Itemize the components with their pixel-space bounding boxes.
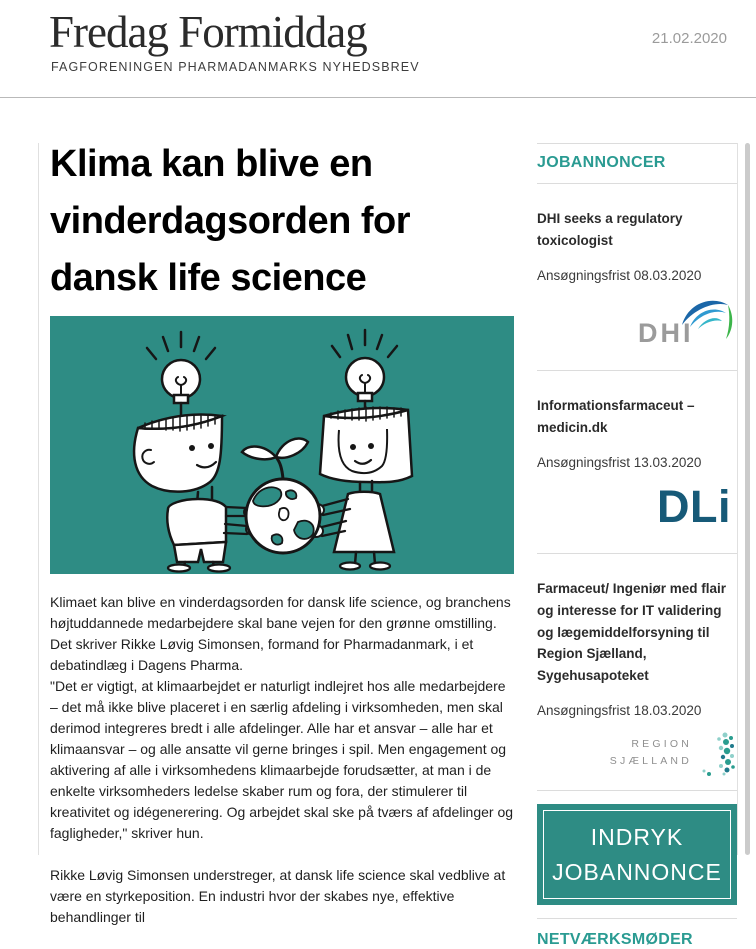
content-right-border [737,143,738,855]
region-dots-icon [699,730,735,776]
dhi-logo-text: DHI [638,318,694,349]
article-headline[interactable]: Klima kan blive en vinderdagsorden for dansk life science [50,143,410,299]
region-logo-text-line2: SJÆLLAND [609,755,692,768]
divider [537,918,737,919]
dli-logo[interactable] [537,480,735,539]
dhi-logo[interactable] [537,293,735,356]
job-title-link[interactable]: Informationsfarmaceut – medicin.dk [537,398,695,435]
sidebar-jobs [537,143,737,949]
main-article [50,136,514,928]
article-body [50,592,514,928]
sidebar-heading-netvaerksmoeder[interactable]: NETVÆRKSMØDER [537,931,693,949]
region-sjaelland-logo[interactable] [537,728,735,776]
article-paragraph: Klimaet kan blive en vinderdagsorden for dansk life science, og branchens højtuddannede medarbejdere skal bane vejen for den grønne omstilling. Det skriver Rikke Løvig Simonsen, formand for Pharmadanmark, i et debatindlæg i Dagens Pharma. [50,594,511,673]
job-deadline: Ansøgningsfrist 13.03.2020 [537,455,702,471]
masthead-logo[interactable]: Fredag Formiddag [49,7,367,57]
job-listing-dhi [537,208,737,356]
job-listing-dli [537,395,737,539]
content-left-border [38,143,39,855]
dli-logo-text: DLi [657,481,731,533]
job-deadline: Ansøgningsfrist 08.03.2020 [537,268,702,284]
article-image-climate-illustration[interactable] [50,316,514,574]
divider [537,790,737,791]
divider [537,370,737,371]
scrollbar-thumb[interactable] [745,143,750,855]
job-title-link[interactable]: DHI seeks a regulatory toxicologist [537,211,683,248]
divider [537,553,737,554]
job-listing-region-sjaelland [537,578,737,776]
issue-date: 21.02.2020 [651,30,727,47]
newsletter-header [0,0,756,98]
masthead-tagline: FAGFORENINGEN PHARMADANMARKS NYHEDSBREV [51,60,420,74]
sidebar-heading-jobannoncer[interactable]: JOBANNONCER [537,154,666,171]
article-paragraph: Rikke Løvig Simonsen understreger, at dansk life science skal vedblive at være en styrkeposition. En industri hvor der skabes nye, effektive behandlinger til [50,867,506,925]
divider [537,183,737,184]
article-paragraph: "Det er vigtigt, at klimaarbejdet er naturligt indlejret hos alle medarbejdere – det må ikke blive placeret i en særlig afdeling i virksomheden, men skal derimod integreres bredt i alle afdelinger. Alle har et ansvar – alle har et klimaansvar – og alle ansatte vil gerne bringes i spil. Men engagement og aktivering af alle i virksomhedens klimaarbejde forudsætter, at man i de enkelte virksomheders ledelse skaber rum og fora, der stimulerer til kreativitet og idégenerering. Og arbejdet skal ske på tværs af afdelinger og fagligheder," skriver hun. [50,678,514,841]
button-label: INDRYK JOBANNONCE [552,824,722,885]
job-deadline: Ansøgningsfrist 18.03.2020 [537,703,702,719]
job-title-link[interactable]: Farmaceut/ Ingeniør med flair og interesse for IT validering og lægemiddelforsyning til Region Sjælland, Sygehusapoteket [537,581,727,683]
region-logo-text-line1: REGION [631,738,692,751]
